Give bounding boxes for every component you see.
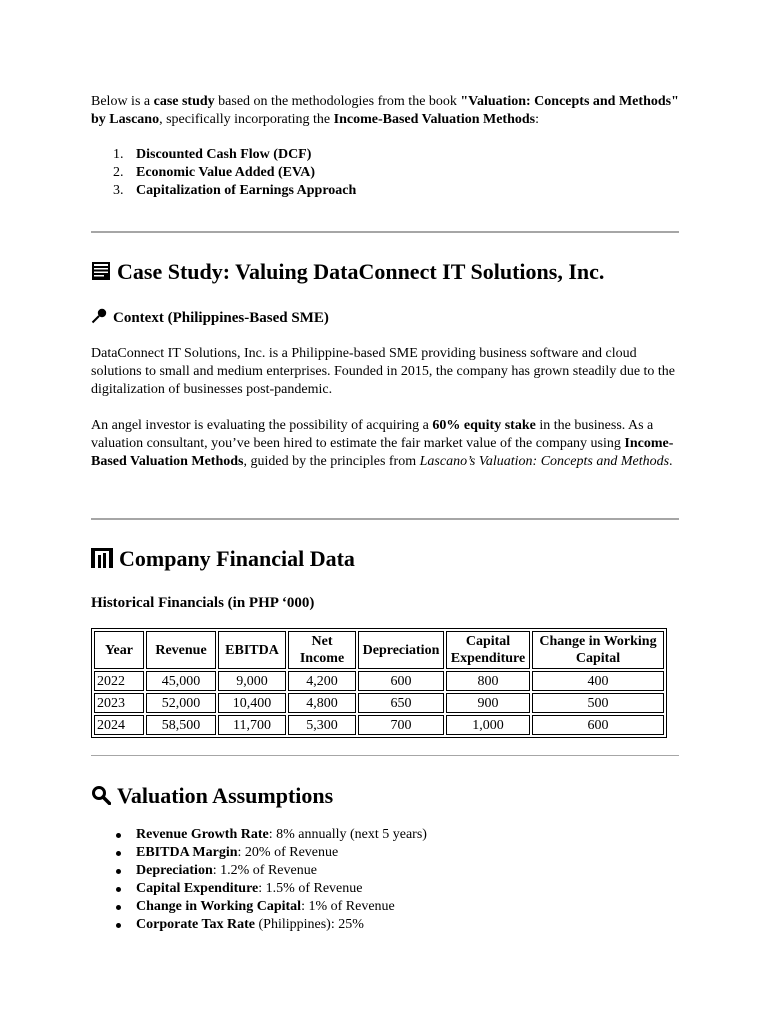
intro-paragraph: Below is a case study based on the methodologies from the book "Valuation: Concepts and Methods" by Lascano, specifically incorporating the Income-Based Valuation Methods: xyxy=(91,94,679,127)
cell-ebitda: 9,000 xyxy=(218,671,286,691)
cell-capex: 800 xyxy=(446,671,530,691)
financials-subtitle: Historical Financials (in PHP ‘000) xyxy=(91,595,315,611)
cell-net-income: 5,300 xyxy=(288,715,356,735)
cell-revenue: 58,500 xyxy=(146,715,216,735)
col-header-net-income: Net Income xyxy=(288,631,356,669)
case-study-title: Case Study: Valuing DataConnect IT Solutions, Inc. xyxy=(91,259,604,287)
cell-working-capital: 500 xyxy=(532,693,664,713)
magnifying-glass-icon xyxy=(91,785,111,811)
list-item: Change in Working Capital: 1% of Revenue xyxy=(91,898,427,916)
col-header-revenue: Revenue xyxy=(146,631,216,669)
col-header-depreciation: Depreciation xyxy=(358,631,444,669)
cell-revenue: 52,000 xyxy=(146,693,216,713)
historical-financials-table xyxy=(91,628,667,738)
table-row xyxy=(94,693,664,713)
col-header-capex: Capital Expenditure xyxy=(446,631,530,669)
cell-working-capital: 600 xyxy=(532,715,664,735)
engagement-paragraph: An angel investor is evaluating the possibility of acquiring a 60% equity stake in the business. As a valuation consultant, you’ve been hired to estimate the fair market value of the company using Income-Based Valuation Methods, guided by the principles from Lascano’s Valuation: Concepts and Methods. xyxy=(91,418,674,469)
cell-working-capital: 400 xyxy=(532,671,664,691)
cell-year: 2024 xyxy=(94,715,144,735)
valuation-assumptions-title: Valuation Assumptions xyxy=(91,783,333,811)
cell-net-income: 4,200 xyxy=(288,671,356,691)
cell-net-income: 4,800 xyxy=(288,693,356,713)
financial-data-title: Company Financial Data xyxy=(91,546,355,574)
cell-revenue: 45,000 xyxy=(146,671,216,691)
section-divider xyxy=(91,231,679,233)
method-item: 2. Economic Value Added (EVA) xyxy=(113,165,316,180)
method-item: 3. Capitalization of Earnings Approach xyxy=(113,183,357,198)
cell-year: 2022 xyxy=(94,671,144,691)
memo-icon xyxy=(91,261,111,287)
context-heading: Context (Philippines-Based SME) xyxy=(91,308,329,329)
list-item: Depreciation: 1.2% of Revenue xyxy=(91,862,427,880)
col-header-year: Year xyxy=(94,631,144,669)
cell-ebitda: 11,700 xyxy=(218,715,286,735)
cell-ebitda: 10,400 xyxy=(218,693,286,713)
cell-depreciation: 700 xyxy=(358,715,444,735)
cell-year: 2023 xyxy=(94,693,144,713)
cell-depreciation: 650 xyxy=(358,693,444,713)
assumptions-list xyxy=(91,826,427,934)
method-item: 1. Discounted Cash Flow (DCF) xyxy=(113,147,312,162)
col-header-ebitda: EBITDA xyxy=(218,631,286,669)
list-item: Revenue Growth Rate: 8% annually (next 5 years) xyxy=(91,826,427,844)
pushpin-icon xyxy=(91,308,107,329)
list-item: Corporate Tax Rate (Philippines): 25% xyxy=(91,916,427,934)
bar-chart-icon xyxy=(91,548,113,574)
method-list xyxy=(91,146,356,200)
section-divider xyxy=(91,518,679,520)
cell-depreciation: 600 xyxy=(358,671,444,691)
list-item: EBITDA Margin: 20% of Revenue xyxy=(91,844,427,862)
context-paragraph: DataConnect IT Solutions, Inc. is a Philippine-based SME providing business software and cloud solutions to small and medium enterprises. Founded in 2015, the company has grown steadily due to the digitalization of businesses post-pandemic. xyxy=(91,346,676,397)
list-item: Capital Expenditure: 1.5% of Revenue xyxy=(91,880,427,898)
cell-capex: 900 xyxy=(446,693,530,713)
cell-capex: 1,000 xyxy=(446,715,530,735)
col-header-working-capital: Change in Working Capital xyxy=(532,631,664,669)
table-row xyxy=(94,715,664,735)
table-row xyxy=(94,671,664,691)
section-divider xyxy=(91,755,679,756)
table-header-row xyxy=(94,631,664,669)
